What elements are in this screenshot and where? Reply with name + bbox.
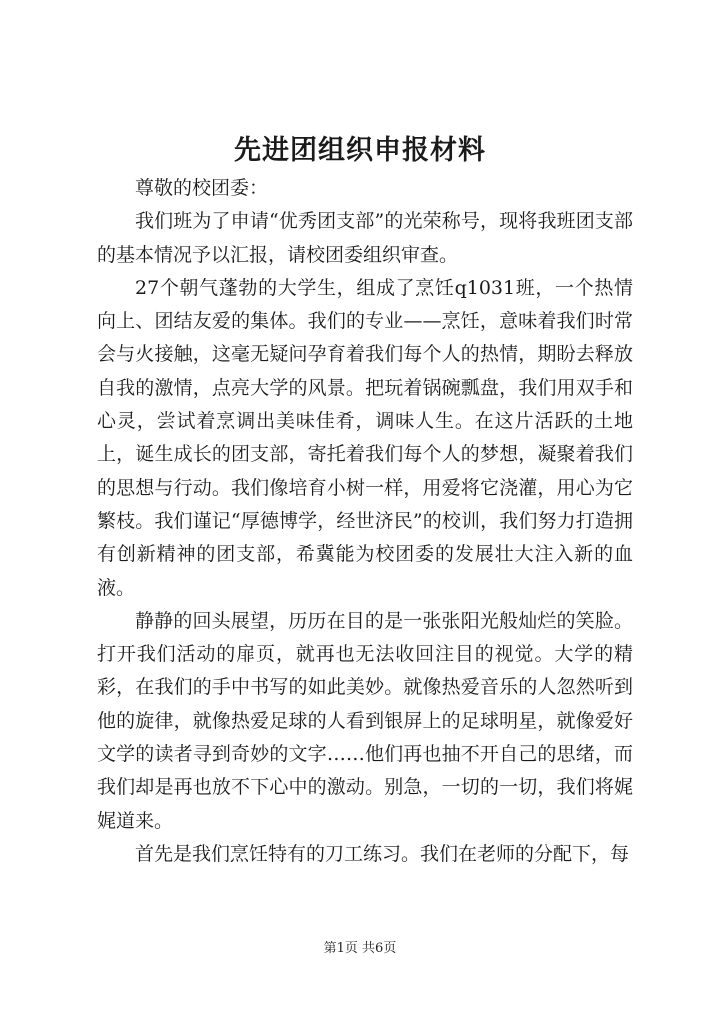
document-body — [97, 172, 633, 871]
paragraph-knife-skills: 首先是我们烹饪特有的刀工练习。我们在老师的分配下，每 — [135, 842, 630, 865]
page-footer: 第1页 共6页 — [323, 941, 397, 956]
salutation: 尊敬的校团委： — [135, 177, 269, 199]
paragraph-intro: 我们班为了申请“优秀团支部”的光荣称号，现将我班团支部的基本情况予以汇报，请校团委组织审查。 — [97, 210, 633, 266]
paragraph-class-description: 27个朝气蓬勃的大学生，组成了烹饪q1031班，一个热情向上、团结友爱的集体。我们的专业——烹饪，意味着我们时常会与火接触，这毫无疑问孕育着我们每个人的热情，期盼去释放自我的激情，点亮大学的风景。把玩着锅碗瓢盘，我们用双手和心灵，尝试着烹调出美味佳肴，调味人生。在这片活跃的土地上，诞生成长的团支部，寄托着我们每个人的梦想，凝聚着我们的思想与行动。我们像培育小树一样，用爱将它浇灌，用心为它繁枝。我们谨记“厚德博学，经世济民”的校训，我们努力打造拥有创新精神的团支部，希冀能为校团委的发展壮大注入新的血液。 — [97, 276, 633, 599]
paragraph-review: 静静的回头展望，历历在目的是一张张阳光般灿烂的笑脸。打开我们活动的扉页，就再也无法收回注目的视觉。大学的精彩，在我们的手中书写的如此美妙。就像热爱音乐的人忽然听到他的旋律，就像热爱足球的人看到银屏上的足球明星，就像爱好文学的读者寻到奇妙的文字……他们再也抽不开自己的思绪，而我们却是再也放不下心中的激动。别急，一切的一切，我们将娓娓道来。 — [97, 609, 633, 832]
document-title: 先进团组织申报材料 — [234, 135, 486, 166]
